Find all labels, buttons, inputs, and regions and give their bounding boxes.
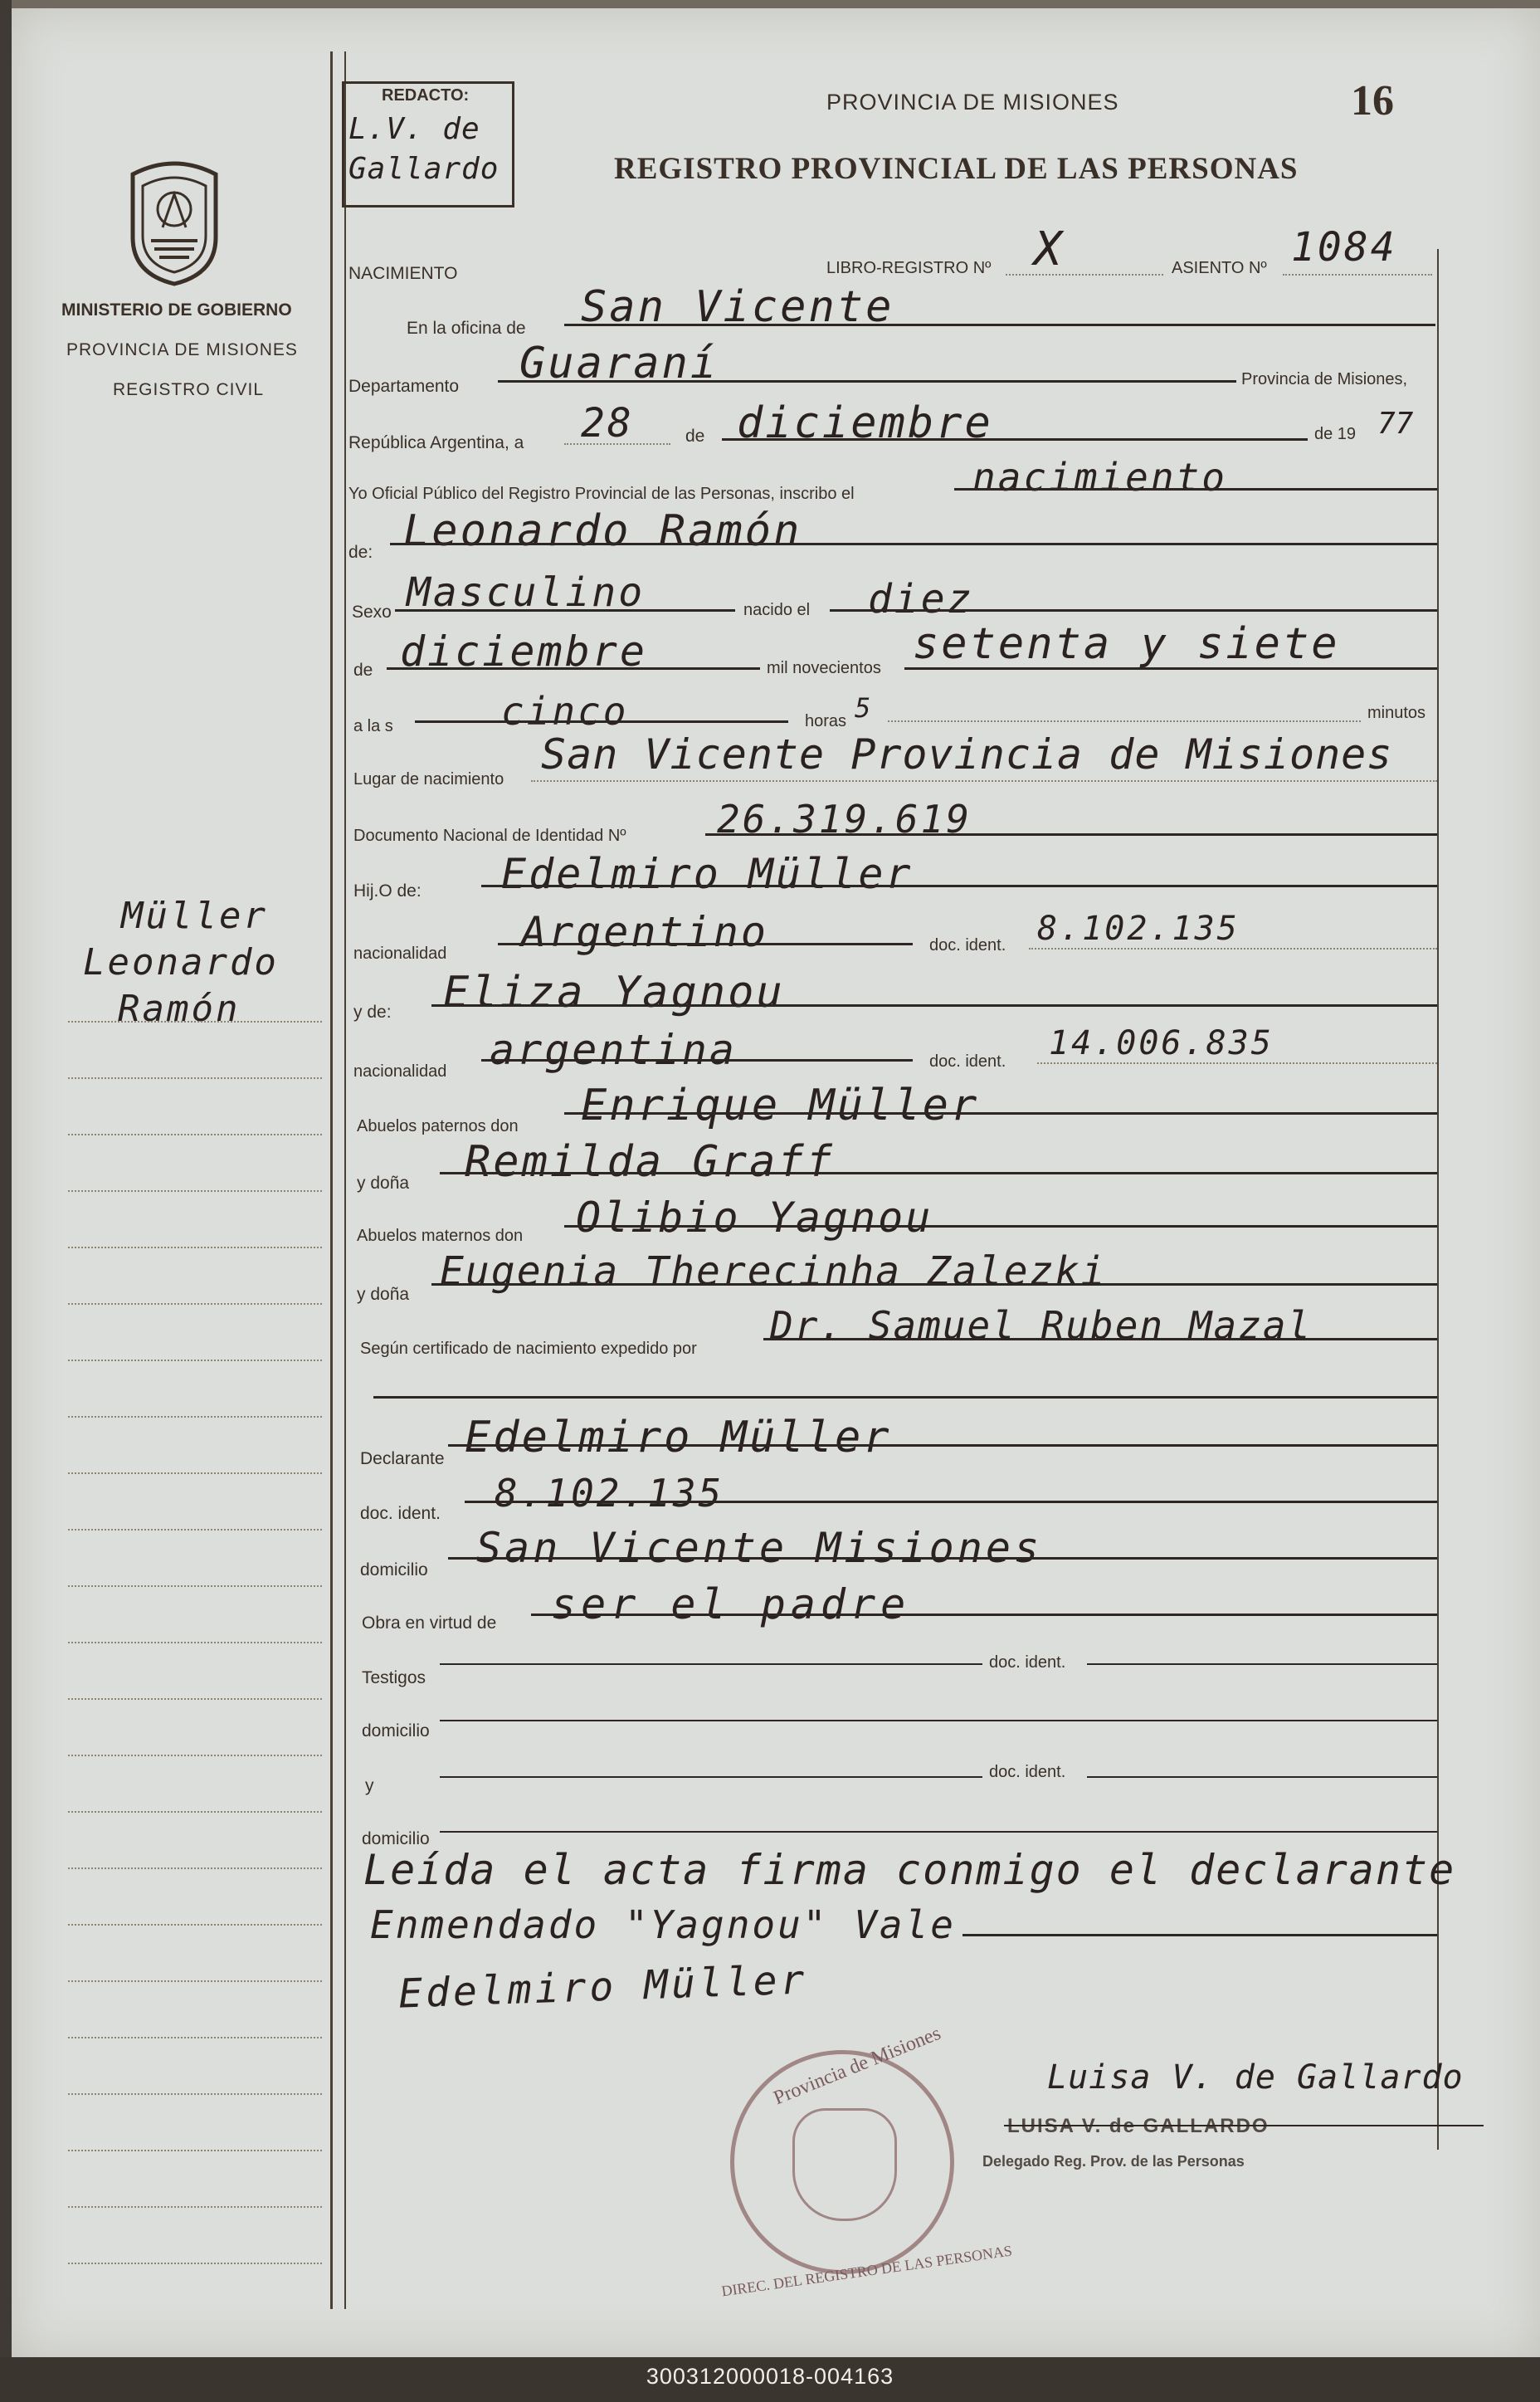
departamento-line xyxy=(498,380,1236,383)
lugar-label: Lugar de nacimiento xyxy=(353,770,504,788)
margin-ruled-line xyxy=(68,2263,322,2264)
dni-line xyxy=(705,833,1437,836)
mes-line xyxy=(722,438,1308,441)
obra-line xyxy=(531,1614,1437,1616)
nacido-label: nacido el xyxy=(743,601,811,619)
dia-value: 28 xyxy=(581,400,634,447)
domicilio-label: domicilio xyxy=(360,1560,428,1579)
margin-note-firstname: Leonardo xyxy=(83,941,279,984)
oficial-label: Yo Oficial Público del Registro Provincial de las Personas, inscribo el xyxy=(348,485,855,503)
minutos-label: minutos xyxy=(1367,704,1426,722)
nac1-line xyxy=(498,943,913,945)
domicilio-t1-line xyxy=(440,1720,1437,1721)
padre-value: Edelmiro Müller xyxy=(501,850,914,898)
closing-line-2: Enmendado "Yagnou" Vale xyxy=(370,1902,956,1947)
horas-dots xyxy=(888,720,1361,722)
domicilio-line xyxy=(448,1557,1437,1560)
doc1-label: doc. ident. xyxy=(929,936,1006,954)
declarante-line xyxy=(448,1444,1437,1447)
asiento-dots xyxy=(1283,274,1432,276)
y-line xyxy=(440,1776,982,1778)
abmat-value: Olibio Yagnou xyxy=(576,1194,933,1242)
abmat2-value: Eugenia Therecinha Zalezki xyxy=(440,1248,1107,1295)
margin-ruled-line xyxy=(68,1303,322,1305)
margin-ruled-line xyxy=(68,1980,322,1982)
closing-line-1: Leída el acta firma conmigo el declarante xyxy=(363,1846,1456,1894)
obra-label: Obra en virtud de xyxy=(362,1614,497,1633)
left-vertical-rule xyxy=(330,51,333,2309)
doc2-value: 14.006.835 xyxy=(1049,1024,1274,1062)
book-binding xyxy=(0,0,12,2402)
margin-ruled-line xyxy=(68,1924,322,1926)
margin-ruled-line xyxy=(68,1755,322,1756)
doc-t1-line xyxy=(1087,1663,1437,1665)
cert-value: Dr. Samuel Ruben Mazal xyxy=(770,1303,1313,1348)
registry-title: REGISTRO PROVINCIAL DE LAS PERSONAS xyxy=(614,152,1299,186)
stamp-emblem-icon xyxy=(792,2108,897,2221)
oficial-value: nacimiento xyxy=(972,455,1227,500)
mes2-value: diciembre xyxy=(400,627,647,676)
libro-dots xyxy=(1006,274,1163,276)
margin-ruled-line xyxy=(68,1529,322,1531)
departamento-label: Departamento xyxy=(348,377,460,396)
doc1-value: 8.102.135 xyxy=(1037,910,1240,948)
dia-dots xyxy=(564,443,670,445)
nacido-value: diez xyxy=(868,576,974,622)
domicilio-t1-label: domicilio xyxy=(362,1721,430,1740)
nac1-label: nacionalidad xyxy=(353,945,447,963)
nacido-line xyxy=(830,609,1437,612)
yde-label: y de: xyxy=(353,1003,392,1022)
doc2-dots xyxy=(1037,1062,1437,1064)
margin-ruled-line xyxy=(68,2206,322,2208)
anio2-line xyxy=(904,667,1437,670)
nac2-value: argentina xyxy=(490,1026,737,1074)
ministry-line-2: PROVINCIA DE MISIONES xyxy=(66,340,298,359)
domicilio-t2-label: domicilio xyxy=(362,1829,430,1848)
margin-ruled-line xyxy=(68,1642,322,1643)
de2-label: de: xyxy=(348,543,373,562)
margin-note-surname: Müller xyxy=(121,895,268,937)
nombre-line xyxy=(390,543,1437,545)
mes-value: diciembre xyxy=(737,398,993,448)
official-title: Delegado Reg. Prov. de las Personas xyxy=(982,2153,1245,2170)
doc2-label: doc. ident. xyxy=(929,1052,1006,1071)
doc-t2-line xyxy=(1087,1776,1437,1778)
dni-value: 26.319.619 xyxy=(717,797,972,842)
doc1-dots xyxy=(1029,948,1437,950)
closing-line-2-rule xyxy=(962,1934,1437,1936)
ydona2-label: y doña xyxy=(357,1285,410,1304)
margin-ruled-line xyxy=(68,2037,322,2038)
docdecl-value: 8.102.135 xyxy=(495,1471,724,1516)
horas-label: horas xyxy=(805,712,847,730)
declarante-value: Edelmiro Müller xyxy=(465,1413,892,1462)
coat-of-arms-icon xyxy=(121,158,227,287)
hijo-label: Hij.O de: xyxy=(353,881,422,901)
madre-line xyxy=(431,1004,1437,1007)
anio-prefix: de 19 xyxy=(1314,425,1357,443)
margin-ruled-line xyxy=(68,1811,322,1813)
ministry-line-3: REGISTRO CIVIL xyxy=(113,380,265,399)
hora-line xyxy=(415,720,788,723)
mil-label: mil novecientos xyxy=(767,659,881,677)
ydona1-label: y doña xyxy=(357,1174,410,1193)
declarante-signature: Edelmiro Müller xyxy=(397,1956,809,2018)
provincia-suffix: Provincia de Misiones, xyxy=(1241,370,1408,388)
testigos-label: Testigos xyxy=(362,1668,426,1687)
cert-line xyxy=(763,1338,1437,1340)
asiento-label: ASIENTO Nº xyxy=(1172,259,1267,277)
ministry-line-1: MINISTERIO DE GOBIERNO xyxy=(61,300,292,320)
horas-num: 5 xyxy=(855,692,874,724)
lugar-dots xyxy=(531,780,1437,782)
margin-ruled-line xyxy=(68,1867,322,1869)
obra-value: ser el padre xyxy=(551,1580,911,1628)
abpat2-line xyxy=(440,1172,1437,1174)
act-type-label: NACIMIENTO xyxy=(348,264,458,283)
docdecl-line xyxy=(465,1501,1437,1503)
abpat-line xyxy=(564,1112,1437,1115)
sexo-label: Sexo xyxy=(352,603,392,622)
alas-label: a la s xyxy=(353,717,393,735)
de-label: de xyxy=(685,427,705,446)
testigos-line xyxy=(440,1663,982,1665)
official-name: LUISA V. de GALLARDO xyxy=(1007,2115,1270,2137)
sexo-line xyxy=(395,609,735,612)
oficina-line xyxy=(564,324,1435,326)
domicilio-t2-line xyxy=(440,1831,1437,1833)
redacto-label: REDACTO: xyxy=(382,86,470,105)
sexo-value: Masculino xyxy=(407,569,646,616)
abmat-line xyxy=(564,1225,1437,1228)
margin-ruled-line xyxy=(68,2093,322,2095)
domicilio-value: San Vicente Misiones xyxy=(476,1524,1043,1572)
stamp-bottom-text: DIREC. DEL REGISTRO DE LAS PERSONAS xyxy=(720,2242,1013,2300)
docdecl-label: doc. ident. xyxy=(360,1504,441,1523)
form-left-rule xyxy=(344,51,346,2309)
abmat2-line xyxy=(431,1283,1437,1286)
departamento-value: Guaraní xyxy=(519,339,719,388)
margin-note-middlename: Ramón xyxy=(118,988,241,1030)
dni-label: Documento Nacional de Identidad Nº xyxy=(353,827,626,845)
libro-label: LIBRO-REGISTRO Nº xyxy=(826,259,992,277)
doc-t1-label: doc. ident. xyxy=(989,1653,1066,1672)
margin-ruled-line xyxy=(68,1247,322,1248)
abmat-label: Abuelos maternos don xyxy=(357,1227,524,1245)
nac2-line xyxy=(481,1059,913,1062)
nac2-label: nacionalidad xyxy=(353,1062,447,1081)
margin-ruled-line xyxy=(68,1360,322,1361)
nombre-value: Leonardo Ramón xyxy=(403,506,802,556)
republica-label: República Argentina, a xyxy=(348,433,524,452)
margin-ruled-line xyxy=(68,1472,322,1474)
padre-line xyxy=(481,885,1437,887)
lugar-value: San Vicente Provincia de Misiones xyxy=(541,730,1393,779)
official-rule xyxy=(1004,2125,1484,2126)
oficina-value: San Vicente xyxy=(581,282,894,332)
margin-ruled-line xyxy=(68,1698,322,1700)
margin-ruled-line xyxy=(68,2150,322,2151)
margin-ruled-line xyxy=(68,1134,322,1135)
province-title: PROVINCIA DE MISIONES xyxy=(826,90,1119,115)
margin-ruled-line xyxy=(68,1190,322,1192)
cert-label: Según certificado de nacimiento expedido por xyxy=(360,1340,697,1358)
oficina-label: En la oficina de xyxy=(407,319,526,338)
declarante-label: Declarante xyxy=(360,1449,445,1468)
margin-ruled-line xyxy=(68,1585,322,1587)
hora-value: cinco xyxy=(501,689,629,734)
nac1-value: Argentino xyxy=(521,908,768,956)
anio-value: 77 xyxy=(1377,407,1414,441)
oficial-line xyxy=(954,488,1437,491)
stamp-top-text: Provincia de Misiones xyxy=(770,2022,944,2110)
official-signature: Luisa V. de Gallardo xyxy=(1047,2058,1464,2097)
de3-label: de xyxy=(353,661,373,680)
abpat-value: Enrique Müller xyxy=(581,1081,980,1130)
margin-ruled-line xyxy=(68,1021,322,1023)
asiento-value: 1084 xyxy=(1291,224,1397,271)
cert-line-2 xyxy=(373,1396,1437,1399)
doc-t2-label: doc. ident. xyxy=(989,1763,1066,1781)
y-label: y xyxy=(365,1776,374,1795)
footer-code: 300312000018-004163 xyxy=(646,2364,894,2389)
anio2-value: setenta y siete xyxy=(913,619,1340,669)
abpat2-value: Remilda Graff xyxy=(465,1137,835,1187)
redacto-value: L.V. de Gallardo xyxy=(348,112,500,186)
margin-ruled-line xyxy=(68,1077,322,1079)
margin-ruled-line xyxy=(68,1416,322,1418)
libro-value: X xyxy=(1034,222,1065,276)
madre-value: Eliza Yagnou xyxy=(443,968,785,1018)
page-number: 16 xyxy=(1351,77,1394,124)
mes2-line xyxy=(387,667,760,670)
abpat-label: Abuelos paternos don xyxy=(357,1117,519,1135)
